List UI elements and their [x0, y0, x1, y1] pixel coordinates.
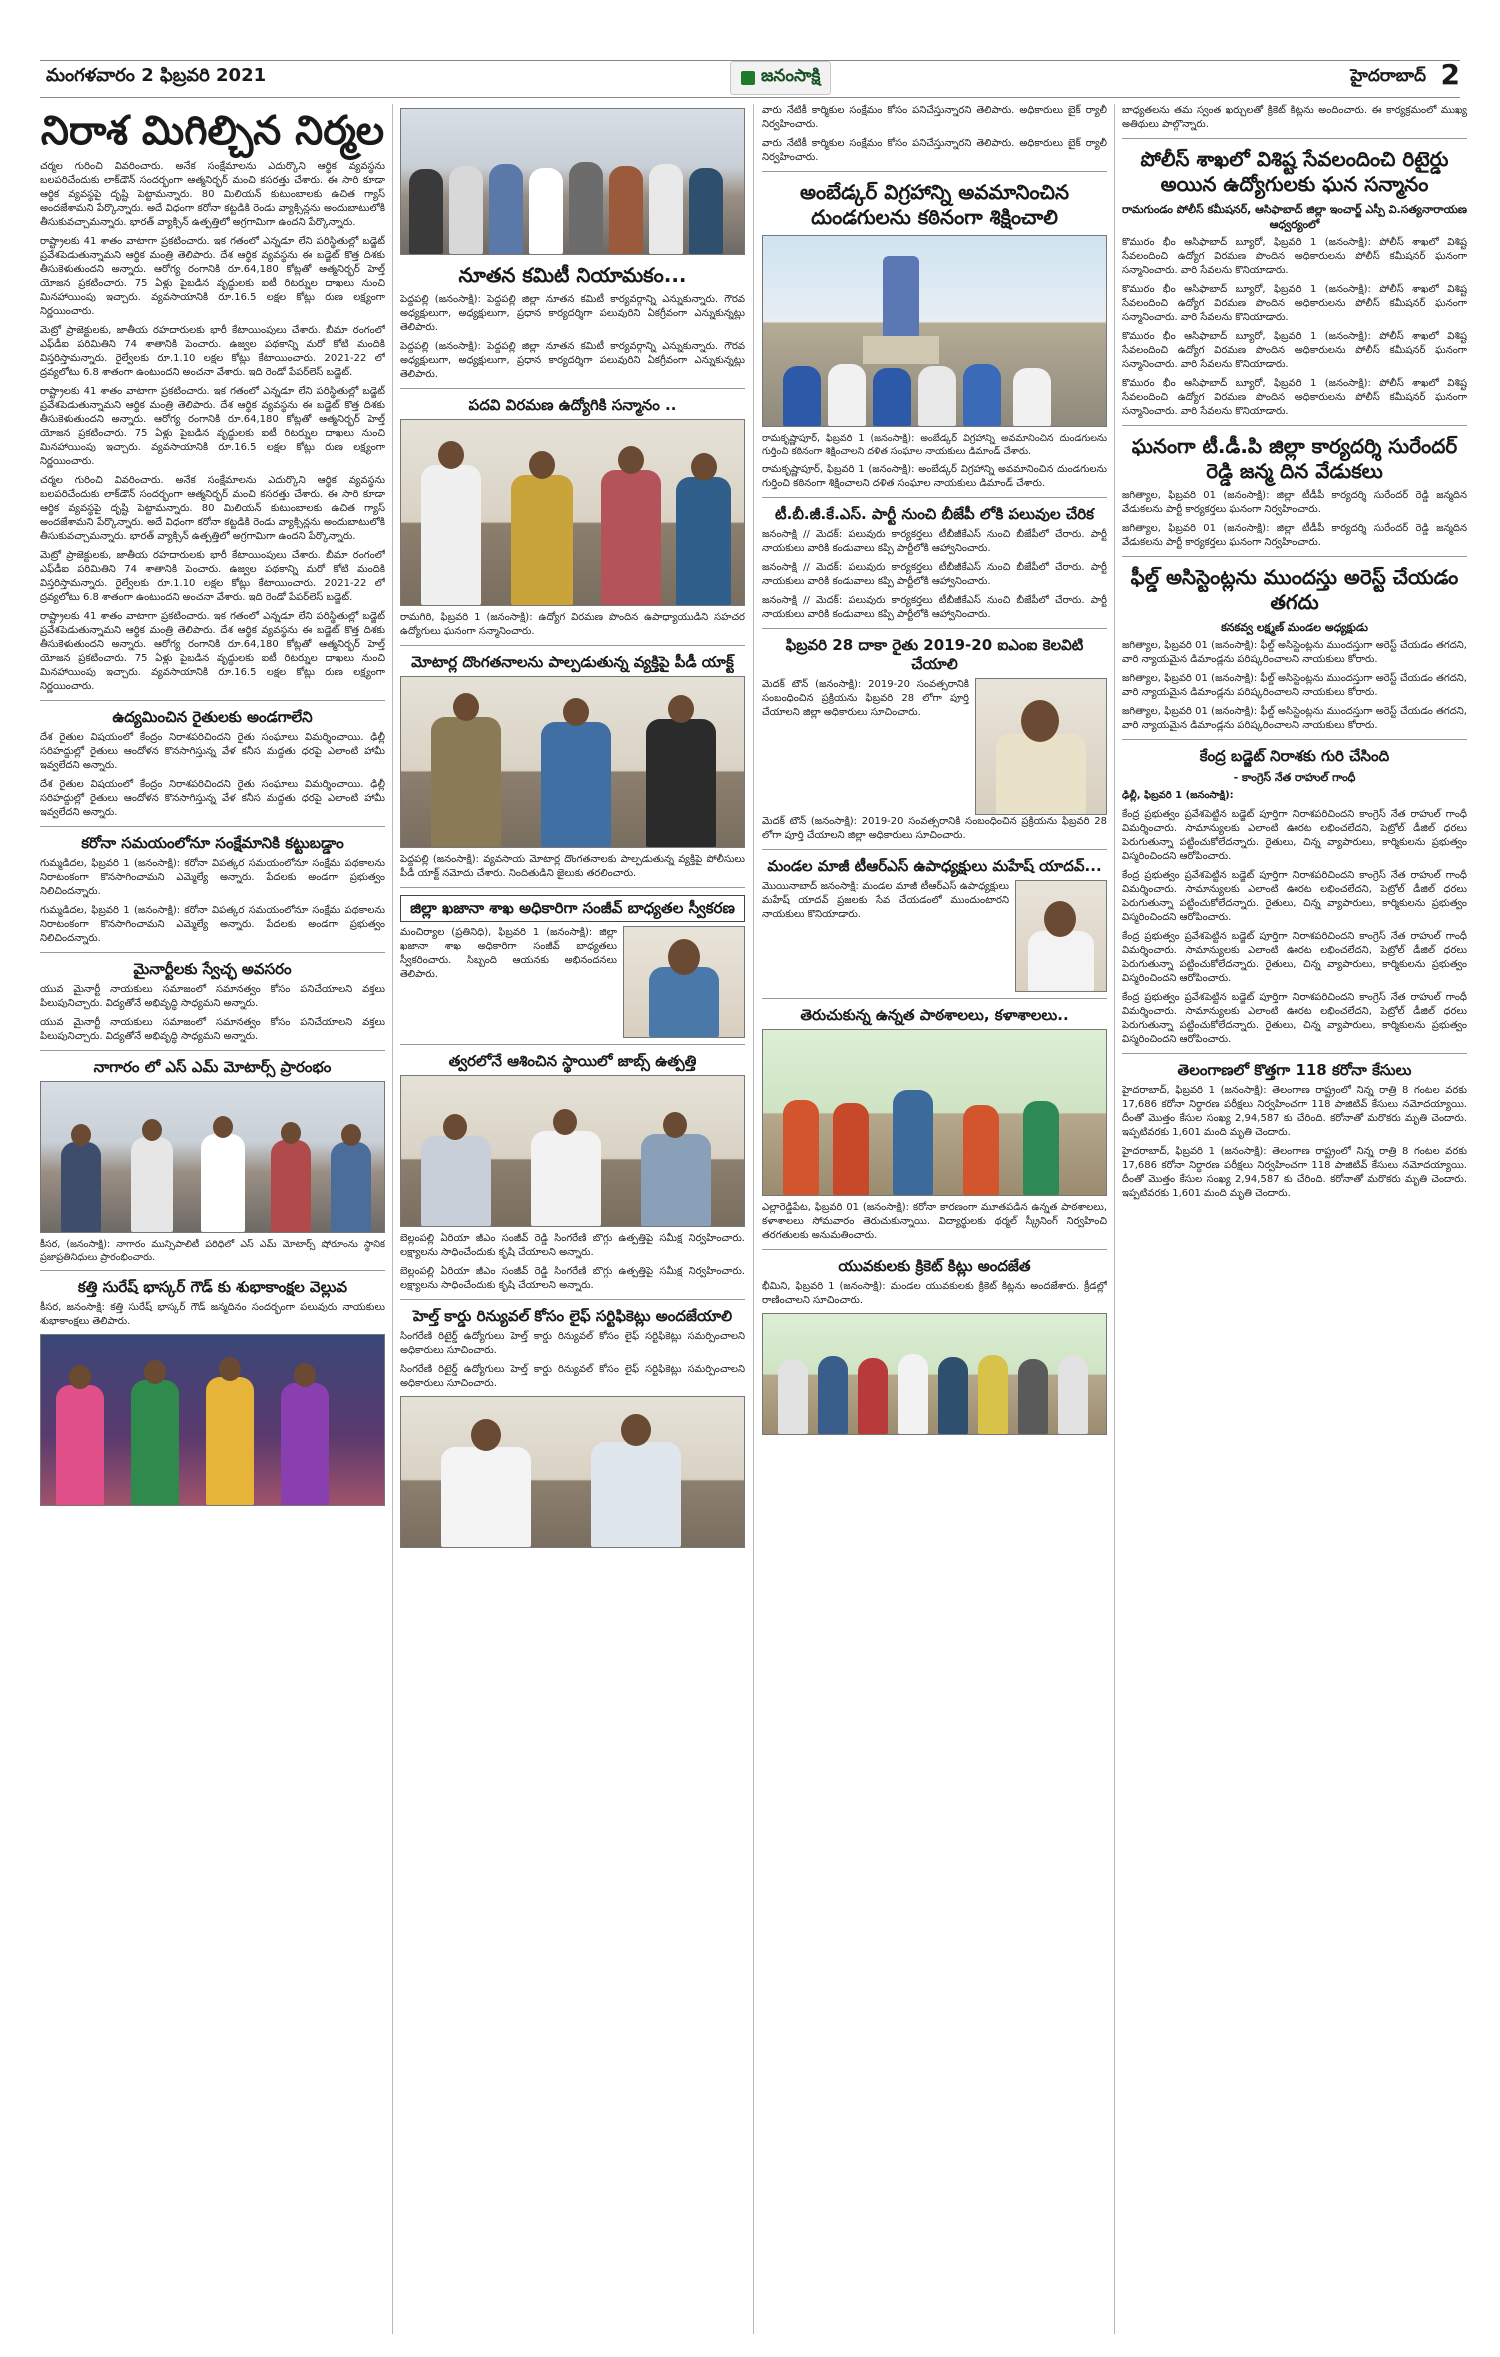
person-figure [858, 1358, 888, 1434]
page-number: 2 [1440, 58, 1460, 91]
lead-article-body: రాష్ట్రాలకు 41 శాతం వాటాగా ప్రకటించారు. ఇక గతంలో ఎన్నడూ లేని పరిస్థితుల్లో బడ్జెట్ ప్రవేశపెడుతున్నామని ఆర్థిక మంత్రి తెలిపారు. దేశ ఆర్థిక వ్యవస్థను ఈ బడ్జెట్ కొత్త దిశకు తీసుకెళుతుందని అన్నారు. ఆరోగ్య రంగానికి రూ.64,180 కోట్లతో ఆత్మనిర్భర్ హెల్త్ యోజన ప్రకటించారు. 75 ఏళ్లు పైబడిన వృద్ధులకు ఐటీ రిటర్నుల దాఖలు నుంచి మినహాయింపు ఇచ్చారు. వ్యవసాయానికి రూ.16.5 లక్షల కోట్లు రుణ లక్ష్యంగా నిర్ణయించారు. [40, 611, 385, 692]
divider [762, 171, 1107, 172]
article-body: గుమ్మడిదల, ఫిబ్రవరి 1 (జనంసాక్షి): కరోనా విపత్కర సమయంలోనూ సంక్షేమ పథకాలను నిరాటంకంగా కొనసాగించామని ఎమ్మెల్యే అన్నారు. పేదలకు అండగా ప్రభుత్వం నిలిచిందన్నారు. [40, 905, 385, 944]
subheadline: కనకవ్వ లక్ష్మణ్ మండల అధ్యక్షుడు [1221, 621, 1368, 634]
headline-ambedkar-statue: అంబేడ్కర్ విగ్రహాన్ని అవమానించిన దుండగులను కఠినంగా శిక్షించాలి [799, 180, 1069, 229]
person-figure [601, 470, 661, 605]
article-body: వారు నేటికీ కార్మికుల సంక్షేమం కోసం పనిచేస్తున్నారని తెలిపారు. అధికారులు బైక్ ర్యాలీ నిర్వహించారు. [762, 105, 1107, 130]
article-body: మంచిర్యాల (ప్రతినిధి), ఫిబ్రవరి 1 (జనంసాక్షి): జిల్లా ఖజానా శాఖ అధికారిగా సంజీవ్ బాధ్యతలు స్వీకరించారు. సిబ్బంది ఆయనకు అభినందనలు తెలిపారు. [400, 927, 617, 980]
health-cards-photo [400, 1396, 745, 1548]
headline-deadline: ఫిబ్రవరి 28 దాకా రైతు 2019-20 ఐఎంఐ కెలవిటి చేయాలి [785, 636, 1084, 673]
column-4 [1122, 104, 1467, 2334]
article-body: జగిత్యాల, ఫిబ్రవరి 01 (జనంసాక్షి): జిల్లా టీడీపీ కార్యదర్శి సురేందర్ రెడ్డి జన్మదిన వేడుకలను పార్టీ కార్యకర్తలు ఘనంగా నిర్వహించారు. [1122, 523, 1467, 548]
headline-tdp-birthday: ఘనంగా టీ.డీ.పి జిల్లా కార్యదర్శి సురేందర్ రెడ్డి జన్మ దిన వేడుకలు [1131, 434, 1458, 483]
headline-party-joining: టీ.బీ.జీ.కే.ఎస్. పార్టీ నుంచి బీజేపీ లోకి పలువుల చేరిక [775, 505, 1094, 523]
person-head [668, 939, 700, 975]
headline-cricket-kits: యువకులకు క్రికెట్ కిట్లు అందజేత [838, 1257, 1031, 1275]
person-head [341, 1124, 361, 1146]
person-head [553, 1109, 577, 1135]
photo-caption: కీసర, (జనంసాక్షి): నాగారం మున్సిపాలిటీ పరిధిలో ఎస్ ఎమ్ మోటార్స్ షోరూంను స్థానిక ప్రజాప్రతినిధులు ప్రారంభించారు. [40, 1239, 385, 1263]
article-body: కేంద్ర ప్రభుత్వం ప్రవేశపెట్టిన బడ్జెట్ పూర్తిగా నిరాశపరిచిందని కాంగ్రెస్ నేత రాహుల్ గాంధీ విమర్శించారు. సామాన్యులకు ఎలాంటి ఊరట లభించలేదని, పెట్రోల్ డీజిల్ ధరలు పెరుగుతున్నా పట్టించుకోలేదన్నారు. రైతులు, చిన్న వ్యాపారులు, కార్మికులను ప్రభుత్వం విస్మరించిందని ఆరోపించారు. [1122, 870, 1467, 923]
article-body: కేంద్ర ప్రభుత్వం ప్రవేశపెట్టిన బడ్జెట్ పూర్తిగా నిరాశపరిచిందని కాంగ్రెస్ నేత రాహుల్ గాంధీ విమర్శించారు. సామాన్యులకు ఎలాంటి ఊరట లభించలేదని, పెట్రోల్ డీజిల్ ధరలు పెరుగుతున్నా పట్టించుకోలేదన్నారు. రైతులు, చిన్న వ్యాపారులు, కార్మికులను ప్రభుత్వం విస్మరించిందని ఆరోపించారు. [1122, 992, 1467, 1045]
person-figure [833, 1103, 869, 1195]
divider [40, 1050, 385, 1051]
person-head [213, 1116, 233, 1138]
article-body: ఎల్లారెడ్డిపేట, ఫిబ్రవరి 01 (జనంసాక్షి): కరోనా కారణంగా మూతపడిన ఉన్నత పాఠశాలలు, కళాశాలలు సోమవారం తెరుచుకున్నాయి. విద్యార్థులకు థర్మల్ స్క్రీనింగ్ నిర్వహించి తరగతులకు అనుమతించారు. [762, 1202, 1107, 1241]
police-photo [400, 676, 745, 848]
lead-article-body: మెట్రో ప్రాజెక్టులకు, జాతీయ రహదారులకు భారీ కేటాయింపులు చేశారు. బీమా రంగంలో ఎఫ్‌డీఐ పరిమితిని 74 శాతానికి పెంచారు. ఉజ్వల పథకాన్ని మరో కోటి మందికి విస్తరిస్తామన్నారు. రైల్వేలకు రూ.1.10 లక్షల కోట్లు కేటాయించారు. 2021-22 లో ద్రవ్యలోటు 6.8 శాతంగా ఉంటుందని అంచనా వేశారు. ఇది రెండో పేపర్‌లెస్ బడ్జెట్. [40, 325, 385, 378]
article-body: రామకృష్ణాపూర్, ఫిబ్రవరి 1 (జనంసాక్షి): అంబేడ్కర్ విగ్రహాన్ని అవమానించిన దుండగులను గుర్తించి కఠినంగా శిక్షించాలని దళిత సంఘాల నాయకులు డిమాండ్ చేశారు. [762, 464, 1107, 489]
meeting-photo [400, 1075, 745, 1227]
headline-treasury: జిల్లా ఖజానా శాఖ అధికారిగా సంజీవ్ బాధ్యతల స్వీకరణ [400, 895, 745, 922]
article-body: రామగిరి, ఫిబ్రవరి 1 (జనంసాక్షి): ఉద్యోగ విరమణ పొందిన ఉపాధ్యాయుడిని సహచర ఉద్యోగులు ఘనంగా సన్మానించారు. [400, 612, 745, 637]
divider [40, 700, 385, 701]
deadline-block [762, 678, 1107, 815]
article-body: కొమురం భీం ఆసిఫాబాద్ బ్యూరో, ఫిబ్రవరి 1 (జనంసాక్షి): పోలీస్ శాఖలో విశిష్ట సేవలందించి ఉద్యోగ విరమణ పొందిన అధికారులను పోలీస్ కమీషనర్ ఘనంగా సన్మానించారు. వారి సేవలను కొనియాడారు. [1122, 237, 1467, 276]
logo-mark-icon [741, 71, 755, 85]
headline-minority: మైనార్టీలకు స్వేచ్ఛ అవసరం [133, 960, 292, 978]
person-figure [676, 477, 731, 605]
lead-article-body: రాష్ట్రాలకు 41 శాతం వాటాగా ప్రకటించారు. ఇక గతంలో ఎన్నడూ లేని పరిస్థితుల్లో బడ్జెట్ ప్రవేశపెడుతున్నామని ఆర్థిక మంత్రి తెలిపారు. దేశ ఆర్థిక వ్యవస్థను ఈ బడ్జెట్ కొత్త దిశకు తీసుకెళుతుందని అన్నారు. ఆరోగ్య రంగానికి రూ.64,180 కోట్లతో ఆత్మనిర్భర్ హెల్త్ యోజన ప్రకటించారు. 75 ఏళ్లు పైబడిన వృద్ధులకు ఐటీ రిటర్నుల దాఖలు నుంచి మినహాయింపు ఇచ్చారు. వ్యవసాయానికి రూ.16.5 లక్షల కోట్లు రుణ లక్ష్యంగా నిర్ణయించారు. [40, 386, 385, 467]
person-head [1044, 901, 1076, 937]
column-divider [1114, 104, 1115, 2334]
article-body: సింగరేణి రిటైర్డ్ ఉద్యోగులు హెల్త్ కార్డు రిన్యువల్ కోసం లైఫ్ సర్టిఫికెట్లు సమర్పించాలని అధికారులు సూచించారు. [400, 1331, 745, 1356]
person-head [563, 698, 589, 726]
person-figure [893, 1090, 933, 1195]
person-head [618, 446, 644, 474]
person-figure [541, 722, 611, 847]
headline-new-committee: నూతన కమిటీ నియామకం... [458, 263, 687, 287]
person-head [219, 1357, 241, 1381]
person-head [144, 1360, 166, 1384]
cricket-photo [762, 1313, 1107, 1435]
edition-city: హైదరాబాద్ [1350, 66, 1426, 86]
dateline: ఢిల్లీ, ఫిబ్రవరి 1 (జనంసాక్షి): [1122, 790, 1234, 801]
person-head [471, 1419, 501, 1451]
lead-headline: నిరాశ మిగిల్చిన నిర్మల [40, 107, 385, 154]
article-body: హైదరాబాద్, ఫిబ్రవరి 1 (జనంసాక్షి): తెలంగాణ రాష్ట్రంలో నిన్న రాత్రి 8 గంటల వరకు 17,686 కరోనా నిర్ధారణ పరీక్షలు నిర్వహించగా 118 పాజిటివ్ కేసులు నమోదయ్యాయి. దీంతో మొత్తం కేసుల సంఖ్య 2,94,587 కు చేరింది. కరోనాతో మరొకరు మృతి చెందారు. ఇప్పటివరకు 1,601 మంది మృతి చెందారు. [1122, 1085, 1467, 1138]
column-divider [392, 104, 393, 2334]
person-figure [201, 1134, 245, 1232]
person-figure [421, 1136, 491, 1226]
person-figure [609, 166, 643, 254]
person-figure [783, 366, 821, 426]
person-figure [873, 368, 911, 426]
person-figure [131, 1380, 179, 1505]
treasury-officer-photo [623, 926, 745, 1038]
lead-article-body: చర్మల గురించి వివరించారు. అనేక సంక్షేమాలను ఎదుర్కొని ఆర్థిక వ్యవస్థను బలపరిచేందుకు లాక్‌డౌన్ సందర్భంగా ఆత్మనిర్భర్ మంచి కసరత్తు చేశారు. ఈ సారి కూడా ఆర్థిక వ్యవస్థపై దృష్టి పెట్టామన్నారు. 80 మిలియన్ కుటుంబాలకు ఉచిత గ్యాస్ అందజేశామని పేర్కొన్నారు. అదే విధంగా కరోనా కట్టడికి రెండు వ్యాక్సిన్లను అందుబాటులోకి తీసుకువచ్చామన్నారు. భారత్ వ్యాక్సిన్ ఉత్పత్తిలో అగ్రగామిగా ఉందని పేర్కొన్నారు. [40, 161, 385, 228]
article-body: పెద్దపల్లి (జనంసాక్షి): పెద్దపల్లి జిల్లా నూతన కమిటీ కార్యవర్గాన్ని ఎన్నుకున్నారు. గౌరవ అధ్యక్షులుగా, అధ్యక్షులుగా, ప్రధాన కార్యదర్శిగా పలువురిని ఏకగ్రీవంగా ఎన్నుకున్నట్లు తెలిపారు. [400, 294, 745, 333]
person-figure [281, 1383, 329, 1505]
person-figure [963, 364, 1001, 426]
person-figure [898, 1354, 928, 1434]
person-head [1021, 700, 1059, 742]
person-figure [569, 162, 603, 254]
article-body: మెదక్ టౌన్ (జనంసాక్షి): 2019-20 సంవత్సరానికి సంబంధించిన ప్రక్రియను ఫిబ్రవరి 28 లోగా పూర్తి చేయాలని జిల్లా అధికారులు సూచించారు. [762, 679, 969, 718]
divider [400, 1044, 745, 1045]
article-body: యువ మైనార్టీ నాయకులు సమాజంలో సమానత్వం కోసం పనిచేయాలని వక్తలు పిలుపునిచ్చారు. విద్యతోనే అభివృద్ధి సాధ్యమని అన్నారు. [40, 1017, 385, 1042]
article-body: గుమ్మడిదల, ఫిబ్రవరి 1 (జనంసాక్షి): కరోనా విపత్కర సమయంలోనూ సంక్షేమ పథకాలను నిరాటంకంగా కొనసాగించామని ఎమ్మెల్యే అన్నారు. పేదలకు అండగా ప్రభుత్వం నిలిచిందన్నారు. [40, 858, 385, 897]
person-figure [61, 1142, 101, 1232]
person-figure [1013, 368, 1051, 426]
divider [40, 826, 385, 827]
ambedkar-protest-photo [762, 235, 1107, 427]
article-body: జగిత్యాల, ఫిబ్రవరి 01 (జనంసాక్షి): ఫీల్డ్ అసిస్టెంట్లను ముందస్తుగా అరెస్ట్ చేయడం తగదని, వారి న్యాయమైన డిమాండ్లను పరిష్కరించాలని నాయకులు కోరారు. [1122, 673, 1467, 698]
person-head [71, 1124, 91, 1146]
article-body: బెల్లంపల్లి ఏరియా జీఎం సంజీవ్ రెడ్డి సింగరేణి బొగ్గు ఉత్పత్తిపై సమీక్ష నిర్వహించారు. లక్ష్యాలను సాధించేందుకు కృషి చేయాలని అన్నారు. [400, 1233, 745, 1258]
divider [400, 645, 745, 646]
person-figure [409, 169, 443, 254]
person-figure [938, 1357, 968, 1434]
column-2 [400, 104, 745, 2334]
article-body: దేశ రైతుల విషయంలో కేంద్రం నిరాశపరిచిందని రైతు సంఘాలు విమర్శించాయి. ఢిల్లీ సరిహద్దుల్లో రైతులు ఆందోళన కొనసాగిస్తున్న వేళ కనీస మద్దతు ధరపై ఎలాంటి హామీ ఇవ్వలేదని అన్నారు. [40, 779, 385, 818]
masthead [40, 60, 1460, 98]
statue-figure [883, 256, 919, 346]
newspaper-logo [730, 61, 831, 95]
person-head [453, 693, 479, 721]
article-body: జగిత్యాల, ఫిబ్రవరి 01 (జనంసాక్షి): ఫీల్డ్ అసిస్టెంట్లను ముందస్తుగా అరెస్ట్ చేయడం తగదని, వారి న్యాయమైన డిమాండ్లను పరిష్కరించాలని నాయకులు కోరారు. [1122, 706, 1467, 731]
article-body: మెదక్ టౌన్ (జనంసాక్షి): 2019-20 సంవత్సరానికి సంబంధించిన ప్రక్రియను ఫిబ్రవరి 28 లోగా పూర్తి చేయాలని జిల్లా అధికారులు సూచించారు. [762, 816, 1107, 841]
committee-photo [400, 108, 745, 255]
article-body: కేంద్ర ప్రభుత్వం ప్రవేశపెట్టిన బడ్జెట్ పూర్తిగా నిరాశపరిచిందని కాంగ్రెస్ నేత రాహుల్ గాంధీ విమర్శించారు. సామాన్యులకు ఎలాంటి ఊరట లభించలేదని, పెట్రోల్ డీజిల్ ధరలు పెరుగుతున్నా పట్టించుకోలేదన్నారు. రైతులు, చిన్న వ్యాపారులు, కార్మికులను ప్రభుత్వం విస్మరించిందని ఆరోపించారు. [1122, 809, 1467, 862]
divider [1122, 138, 1467, 139]
mahesh-block [762, 880, 1107, 992]
divider [762, 849, 1107, 850]
person-figure [489, 164, 523, 254]
article-body: జనంసాక్షి // మెదక్: పలువురు కార్యకర్తలు టీబీజీకేఎస్ నుంచి బీజేపీలో చేరారు. పార్టీ నాయకులు వారికి కండువాలు కప్పి పార్టీలోకి ఆహ్వానించారు. [762, 562, 1107, 587]
person-head [621, 1414, 651, 1446]
person-figure [978, 1355, 1008, 1434]
headline-budget-criticism: కేంద్ర బడ్జెట్ నిరాశకు గురి చేసింది [1199, 747, 1390, 765]
column-divider [753, 104, 754, 2334]
article-body: దేశ రైతుల విషయంలో కేంద్రం నిరాశపరిచిందని రైతు సంఘాలు విమర్శించాయి. ఢిల్లీ సరిహద్దుల్లో రైతులు ఆందోళన కొనసాగిస్తున్న వేళ కనీస మద్దతు ధరపై ఎలాంటి హామీ ఇవ్వలేదని అన్నారు. [40, 732, 385, 771]
headline-farmers: ఉద్యమించిన రైతులకు అండగాలేని [112, 708, 313, 726]
article-body: వారు నేటికీ కార్మికుల సంక్షేమం కోసం పనిచేస్తున్నారని తెలిపారు. అధికారులు బైక్ ర్యాలీ నిర్వహించారు. [762, 138, 1107, 163]
person-head [663, 1112, 687, 1138]
divider [40, 952, 385, 953]
person-figure [783, 1100, 819, 1195]
divider [1122, 739, 1467, 740]
person-figure [531, 1131, 601, 1226]
subheadline: - కాంగ్రెస్ నేత రాహుల్ గాంధీ [1233, 771, 1356, 784]
person-figure [689, 168, 723, 254]
divider [400, 887, 745, 888]
person-figure [511, 475, 573, 605]
article-body: బాధ్యతలను తమ స్వంత ఖర్చులతో క్రికెట్ కిట్లను అందించారు. ఈ కార్యక్రమంలో ముఖ్య అతిథులు పాల్గొన్నారు. [1122, 105, 1467, 130]
article-body: మొయినాబాద్ జనంసాక్షి: మండల మాజీ టీఆర్ఎస్ ఉపాధ్యక్షులు మహేష్ యాదవ్ ప్రజలకు సేవ చేయడంలో ముందుంటారని నాయకులు కొనియాడారు. [762, 881, 1009, 920]
lead-article-body: మెట్రో ప్రాజెక్టులకు, జాతీయ రహదారులకు భారీ కేటాయింపులు చేశారు. బీమా రంగంలో ఎఫ్‌డీఐ పరిమితిని 74 శాతానికి పెంచారు. ఉజ్వల పథకాన్ని మరో కోటి మందికి విస్తరిస్తామన్నారు. రైల్వేలకు రూ.1.10 లక్షల కోట్లు కేటాయించారు. 2021-22 లో ద్రవ్యలోటు 6.8 శాతంగా ఉంటుందని అంచనా వేశారు. ఇది రెండో పేపర్‌లెస్ బడ్జెట్. [40, 550, 385, 603]
birthday-photo [40, 1334, 385, 1506]
issue-date: మంగళవారం 2 ఫిబ్రవరి 2021 [46, 65, 267, 86]
person-figure [449, 166, 483, 254]
person-figure [421, 465, 481, 605]
divider [762, 998, 1107, 999]
article-body: జనంసాక్షి // మెదక్: పలువురు కార్యకర్తలు టీబీజీకేఎస్ నుంచి బీజేపీలో చేరారు. పార్టీ నాయకులు వారికి కండువాలు కప్పి పార్టీలోకి ఆహ్వానించారు. [762, 529, 1107, 554]
person-figure [641, 1134, 711, 1226]
lead-article-body: చర్మల గురించి వివరించారు. అనేక సంక్షేమాలను ఎదుర్కొని ఆర్థిక వ్యవస్థను బలపరిచేందుకు లాక్‌డౌన్ సందర్భంగా ఆత్మనిర్భర్ మంచి కసరత్తు చేశారు. ఈ సారి కూడా ఆర్థిక వ్యవస్థపై దృష్టి పెట్టామన్నారు. 80 మిలియన్ కుటుంబాలకు ఉచిత గ్యాస్ అందజేశామని పేర్కొన్నారు. అదే విధంగా కరోనా కట్టడికి రెండు వ్యాక్సిన్లను అందుబాటులోకి తీసుకువచ్చామన్నారు. భారత్ వ్యాక్సిన్ ఉత్పత్తిలో అగ్రగామిగా ఉందని పేర్కొన్నారు. [40, 475, 385, 542]
headline-schools-reopen: తెరుచుకున్న ఉన్నత పాఠశాలలు, కళాశాలలు.. [800, 1006, 1069, 1024]
article-body: పెద్దపల్లి (జనంసాక్షి): వ్యవసాయ మోటార్ల దొంగతనాలకు పాల్పడుతున్న వ్యక్తిపై పోలీసులు పీడీ యాక్ట్ నమోదు చేశారు. నిందితుడిని జైలుకు తరలించారు. [400, 854, 745, 879]
article-body: కొమురం భీం ఆసిఫాబాద్ బ్యూరో, ఫిబ్రవరి 1 (జనంసాక్షి): పోలీస్ శాఖలో విశిష్ట సేవలందించి ఉద్యోగ విరమణ పొందిన అధికారులను పోలీస్ కమీషనర్ ఘనంగా సన్మానించారు. వారి సేవలను కొనియాడారు. [1122, 284, 1467, 323]
person-figure [331, 1142, 371, 1232]
treasury-block [400, 926, 745, 1038]
person-figure [828, 364, 866, 426]
article-body: భీమిని, ఫిబ్రవరి 1 (జనంసాక్షి): మండల యువకులకు క్రికెట్ కిట్లను అందజేశారు. క్రీడల్లో రాణించాలని సూచించారు. [762, 1281, 1107, 1306]
headline-police-honor: పోలీస్ శాఖలో విశిష్ట సేవలందించి రిటైర్డు అయిన ఉద్యోగులకు ఘన సన్మానం [1140, 147, 1449, 196]
logo-text: జనంసాక్షి [761, 66, 821, 86]
article-body: పెద్దపల్లి (జనంసాక్షి): పెద్దపల్లి జిల్లా నూతన కమిటీ కార్యవర్గాన్ని ఎన్నుకున్నారు. గౌరవ అధ్యక్షులుగా, అధ్యక్షులుగా, ప్రధాన కార్యదర్శిగా పలువురిని ఏకగ్రీవంగా ఎన్నుకున్నట్లు తెలిపారు. [400, 341, 745, 380]
headline-field-assistants: ఫీల్డ్ అసిస్టెంట్లను ముందస్తు అరెస్ట్ చేయడం తగదు [1130, 565, 1459, 614]
headline-mahesh-yadav: మండల మాజీ టీఆర్ఎస్ ఉపాధ్యక్షులు మహేష్ యాదవ్... [767, 857, 1102, 875]
headline-health-cards: హెల్త్ కార్డు రిన్యువల్ కోసం లైఫ్ సర్టిఫికెట్లు అందజేయాలి [412, 1307, 733, 1325]
person-figure [1028, 931, 1094, 991]
person-figure [56, 1385, 104, 1505]
article-body: కేంద్ర ప్రభుత్వం ప్రవేశపెట్టిన బడ్జెట్ పూర్తిగా నిరాశపరిచిందని కాంగ్రెస్ నేత రాహుల్ గాంధీ విమర్శించారు. సామాన్యులకు ఎలాంటి ఊరట లభించలేదని, పెట్రోల్ డీజిల్ ధరలు పెరుగుతున్నా పట్టించుకోలేదన్నారు. రైతులు, చిన్న వ్యాపారులు, కార్మికులను ప్రభుత్వం విస్మరించిందని ఆరోపించారు. [1122, 931, 1467, 984]
person-head [443, 1114, 467, 1140]
article-body: కొమురం భీం ఆసిఫాబాద్ బ్యూరో, ఫిబ్రవరి 1 (జనంసాక్షి): పోలీస్ శాఖలో విశిష్ట సేవలందించి ఉద్యోగ విరమణ పొందిన అధికారులను పోలీస్ కమీషనర్ ఘనంగా సన్మానించారు. వారి సేవలను కొనియాడారు. [1122, 378, 1467, 417]
person-head [691, 453, 717, 481]
statue-pedestal [863, 336, 939, 364]
official-portrait-photo [975, 678, 1107, 815]
headline-corona-welfare: కరోనా సమయంలోనూ సంక్షేమానికి కట్టుబడ్డాం [81, 834, 344, 852]
person-figure [646, 719, 716, 847]
mahesh-portrait-photo [1015, 880, 1107, 992]
divider [400, 388, 745, 389]
article-body: సింగరేణి రిటైర్డ్ ఉద్యోగులు హెల్త్ కార్డు రిన్యువల్ కోసం లైఫ్ సర్టిఫికెట్లు సమర్పించాలని అధికారులు సూచించారు. [400, 1364, 745, 1389]
article-body: హైదరాబాద్, ఫిబ్రవరి 1 (జనంసాక్షి): తెలంగాణ రాష్ట్రంలో నిన్న రాత్రి 8 గంటల వరకు 17,686 కరోనా నిర్ధారణ పరీక్షలు నిర్వహించగా 118 పాజిటివ్ కేసులు నమోదయ్యాయి. దీంతో మొత్తం కేసుల సంఖ్య 2,94,587 కు చేరింది. కరోనాతో మరొకరు మృతి చెందారు. ఇప్పటివరకు 1,601 మంది మృతి చెందారు. [1122, 1146, 1467, 1199]
article-body: యువ మైనార్టీ నాయకులు సమాజంలో సమానత్వం కోసం పనిచేయాలని వక్తలు పిలుపునిచ్చారు. విద్యతోనే అభివృద్ధి సాధ్యమని అన్నారు. [40, 984, 385, 1009]
person-figure [131, 1137, 173, 1232]
person-figure [591, 1442, 681, 1547]
person-figure [431, 717, 501, 847]
headline-showroom: నాగారం లో ఎస్ ఎమ్ మోటార్స్ ప్రారంభం [93, 1058, 332, 1076]
person-figure [1023, 1101, 1059, 1195]
article-body: బెల్లంపల్లి ఏరియా జీఎం సంజీవ్ రెడ్డి సింగరేణి బొగ్గు ఉత్పత్తిపై సమీక్ష నిర్వహించారు. లక్ష్యాలను సాధించేందుకు కృషి చేయాలని అన్నారు. [400, 1266, 745, 1291]
headline-covid-cases: తెలంగాణలో కొత్తగా 118 కరోనా కేసులు [1177, 1061, 1412, 1079]
article-body: జగిత్యాల, ఫిబ్రవరి 01 (జనంసాక్షి): ఫీల్డ్ అసిస్టెంట్లను ముందస్తుగా అరెస్ట్ చేయడం తగదని, వారి న్యాయమైన డిమాండ్లను పరిష్కరించాలని నాయకులు కోరారు. [1122, 640, 1467, 665]
column-3 [762, 104, 1107, 2334]
divider [1122, 1053, 1467, 1054]
article-body: కీసర, జనంసాక్షి: కత్తి సురేష్ భాస్కర్ గౌడ్ జన్మదినం సందర్భంగా పలువురు నాయకులు శుభాకాంక్షలు తెలిపారు. [40, 1302, 385, 1327]
person-head [294, 1363, 316, 1387]
subheadline: రామగుండం పోలీస్ కమీషనర్, ఆసిఫాబాద్ జిల్లా ఇంచార్జ్ ఎస్పీ వి.సత్యనారాయణ ఆధ్వర్యంలో [1122, 203, 1467, 231]
retirement-photo [400, 419, 745, 606]
person-head [69, 1365, 91, 1389]
person-figure [1018, 1359, 1048, 1434]
showroom-photo [40, 1081, 385, 1233]
article-body [1122, 789, 1467, 803]
lead-article-body: రాష్ట్రాలకు 41 శాతం వాటాగా ప్రకటించారు. ఇక గతంలో ఎన్నడూ లేని పరిస్థితుల్లో బడ్జెట్ ప్రవేశపెడుతున్నామని ఆర్థిక మంత్రి తెలిపారు. దేశ ఆర్థిక వ్యవస్థను ఈ బడ్జెట్ కొత్త దిశకు తీసుకెళుతుందని అన్నారు. ఆరోగ్య రంగానికి రూ.64,180 కోట్లతో ఆత్మనిర్భర్ హెల్త్ యోజన ప్రకటించారు. 75 ఏళ్లు పైబడిన వృద్ధులకు ఐటీ రిటర్నుల దాఖలు నుంచి మినహాయింపు ఇచ్చారు. వ్యవసాయానికి రూ.16.5 లక్షల కోట్లు రుణ లక్ష్యంగా నిర్ణయించారు. [40, 236, 385, 317]
person-figure [441, 1447, 531, 1547]
divider [762, 628, 1107, 629]
article-body: కొమురం భీం ఆసిఫాబాద్ బ్యూరో, ఫిబ్రవరి 1 (జనంసాక్షి): పోలీస్ శాఖలో విశిష్ట సేవలందించి ఉద్యోగ విరమణ పొందిన అధికారులను పోలీస్ కమీషనర్ ఘనంగా సన్మానించారు. వారి సేవలను కొనియాడారు. [1122, 331, 1467, 370]
person-figure [649, 967, 719, 1037]
headline-retirement: పదవి విరమణ ఉద్యోగికి సన్మానం .. [468, 396, 677, 414]
divider [1122, 556, 1467, 557]
photo-caption: రామకృష్ణాపూర్, ఫిబ్రవరి 1 (జనంసాక్షి): అంబేడ్కర్ విగ్రహాన్ని అవమానించిన దుండగులను గుర్తించి కఠినంగా శిక్షించాలని దళిత సంఘాల నాయకులు డిమాండ్ చేశారు. [762, 433, 1107, 457]
person-head [142, 1119, 162, 1141]
divider [40, 1270, 385, 1271]
schools-photo [762, 1029, 1107, 1196]
headline-birthday-wishes: కత్తి సురేష్ భాస్కర్ గౌడ్ కు శుభాకాంక్షల వెల్లువ [77, 1278, 348, 1296]
divider [762, 497, 1107, 498]
person-figure [1058, 1356, 1088, 1434]
person-figure [206, 1377, 254, 1505]
headline-coal-production: త్వరలోనే ఆశించిన స్థాయిలో జాబ్స్ ఉత్పత్తి [448, 1052, 697, 1070]
column-1 [40, 104, 385, 2334]
person-head [281, 1122, 301, 1144]
article-body: జగిత్యాల, ఫిబ్రవరి 01 (జనంసాక్షి): జిల్లా టీడీపీ కార్యదర్శి సురేందర్ రెడ్డి జన్మదిన వేడుకలను పార్టీ కార్యకర్తలు ఘనంగా నిర్వహించారు. [1122, 490, 1467, 515]
person-figure [996, 734, 1086, 814]
person-figure [918, 366, 956, 426]
person-figure [963, 1105, 999, 1195]
article-body: జనంసాక్షి // మెదక్: పలువురు కార్యకర్తలు టీబీజీకేఎస్ నుంచి బీజేపీలో చేరారు. పార్టీ నాయకులు వారికి కండువాలు కప్పి పార్టీలోకి ఆహ్వానించారు. [762, 595, 1107, 620]
person-figure [271, 1140, 311, 1232]
person-head [529, 451, 555, 479]
person-figure [818, 1356, 848, 1434]
divider [400, 1299, 745, 1300]
person-figure [529, 168, 563, 254]
person-figure [778, 1359, 808, 1434]
person-head [438, 441, 464, 469]
person-head [668, 695, 694, 723]
person-figure [649, 164, 683, 254]
divider [762, 1249, 1107, 1250]
headline-pd-act: మోటార్ల దొంగతనాలను పాల్పడుతున్న వ్యక్తిపై పీడీ యాక్ట్ [411, 653, 734, 671]
divider [1122, 425, 1467, 426]
